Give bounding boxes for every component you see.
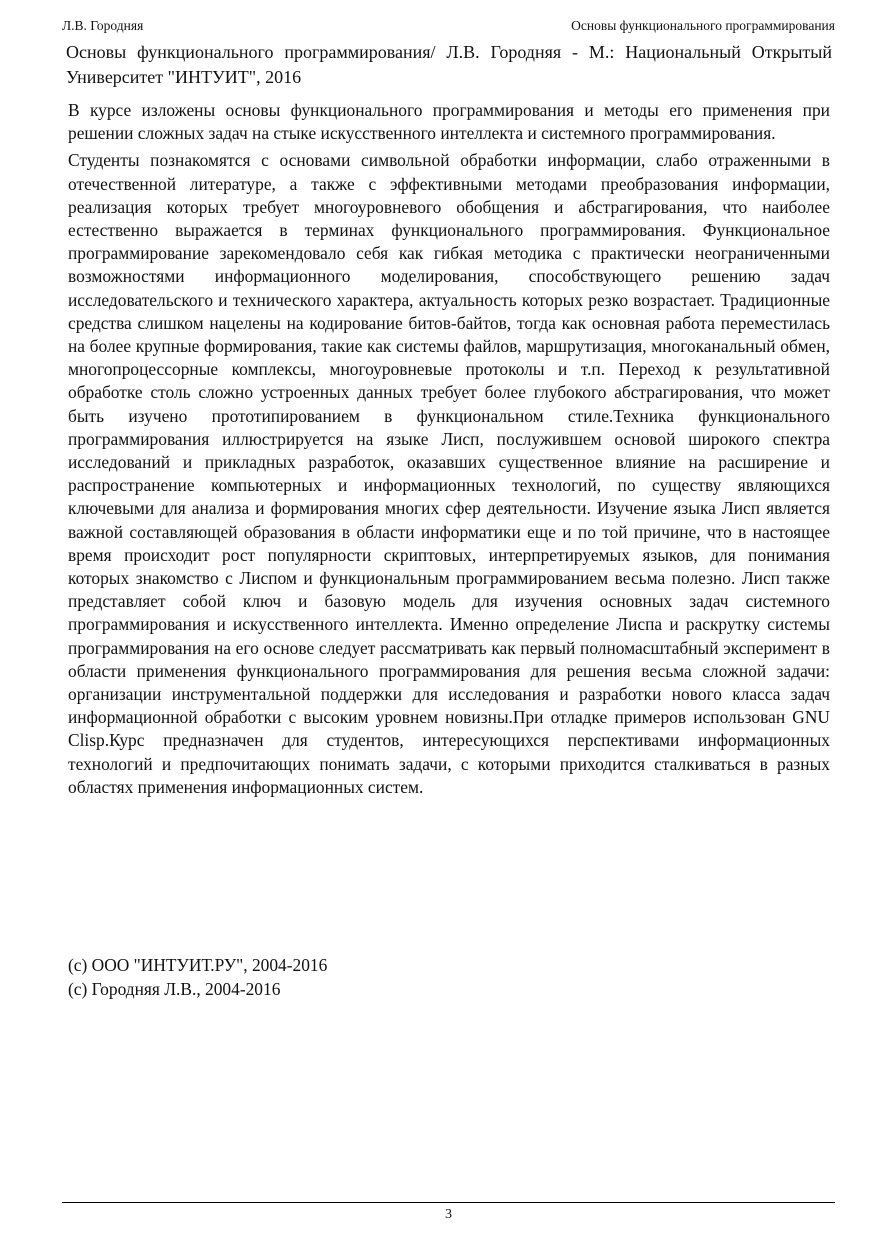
copyright-line: (c) Городняя Л.В., 2004-2016 — [68, 979, 281, 999]
copyright-block — [68, 953, 830, 1001]
page-number: 3 — [445, 1207, 452, 1222]
footer-divider — [62, 1202, 835, 1203]
copyright-line: (c) ООО "ИНТУИТ.РУ", 2004-2016 — [68, 955, 328, 975]
bibliographic-citation: Основы функционального программирования/ Л.В. Городняя - М.: Национальный Открытый Университет "ИНТУИТ", 2016 — [66, 42, 832, 87]
paragraph: В курсе изложены основы функционального программирования и методы его применения при решении сложных задач на стыке искусственного интеллекта и системного программирования. — [68, 100, 830, 144]
header-title: Основы функционального программирования — [571, 18, 835, 33]
header-author: Л.В. Городняя — [62, 18, 144, 33]
annotation-text — [68, 99, 830, 799]
paragraph: Студенты познакомятся с основами символьной обработки информации, слабо отраженными в отечественной литературе, а также с эффективными методами преобразования информации, реализация которых требует многоуровневого обобщения и абстрагирования, что наиболее естественно выражается в терминах функционального программирования. Функциональное программирование зарекомендовало себя как гибкая методика с практически неограниченными возможностями информационного моделирования, способствующего решению задач исследовательского и технического характера, актуальность которых резко возрастает. Традиционные средства слишком нацелены на кодирование битов-байтов, тогда как основная работа переместилась на более крупные формирования, такие как системы файлов, маршрутизация, многоканальный обмен, многопроцессорные комплексы, многоуровневые протоколы и т.п. Переход к результативной обработке столь сложно устроенных данных требует более глубокого абстрагирования, что может быть изучено прототипированием в функциональном стиле.Техника функционального программирования иллюстрируется на языке Лисп, послужившем основой широкого спектра исследований и прикладных разработок, оказавших существенное влияние на расширение и распространение компьютерных и информационных технологий, по существу являющихся ключевыми для анализа и формирования многих сфер деятельности. Изучение языка Лисп является важной составляющей образования в области информатики еще и по той причине, что в настоящее время происходит рост популярности скриптовых, интерпретируемых языков, для понимания которых знакомство с Лиспом и функциональным программированием весьма полезно. Лисп также представляет собой ключ и базовую модель для изучения основных задач системного программирования и искусственного интеллекта. Именно определение Лиспа и раскрутку системы программирования на его основе следует рассматривать как первый полномасштабный эксперимент в области применения функционального программирования для решения весьма сложной задачи: организации инструментальной поддержки для исследования и разработки нового класса задач информационной обработки с высоким уровнем новизны.При отладке примеров использован GNU Clisp.Курс предназначен для студентов, интересующихся перспективами информационных технологий и предпочитающих понимать задачи, с которыми приходится сталкиваться в разных областях применения информационных систем. — [68, 150, 830, 797]
running-header — [62, 16, 835, 36]
